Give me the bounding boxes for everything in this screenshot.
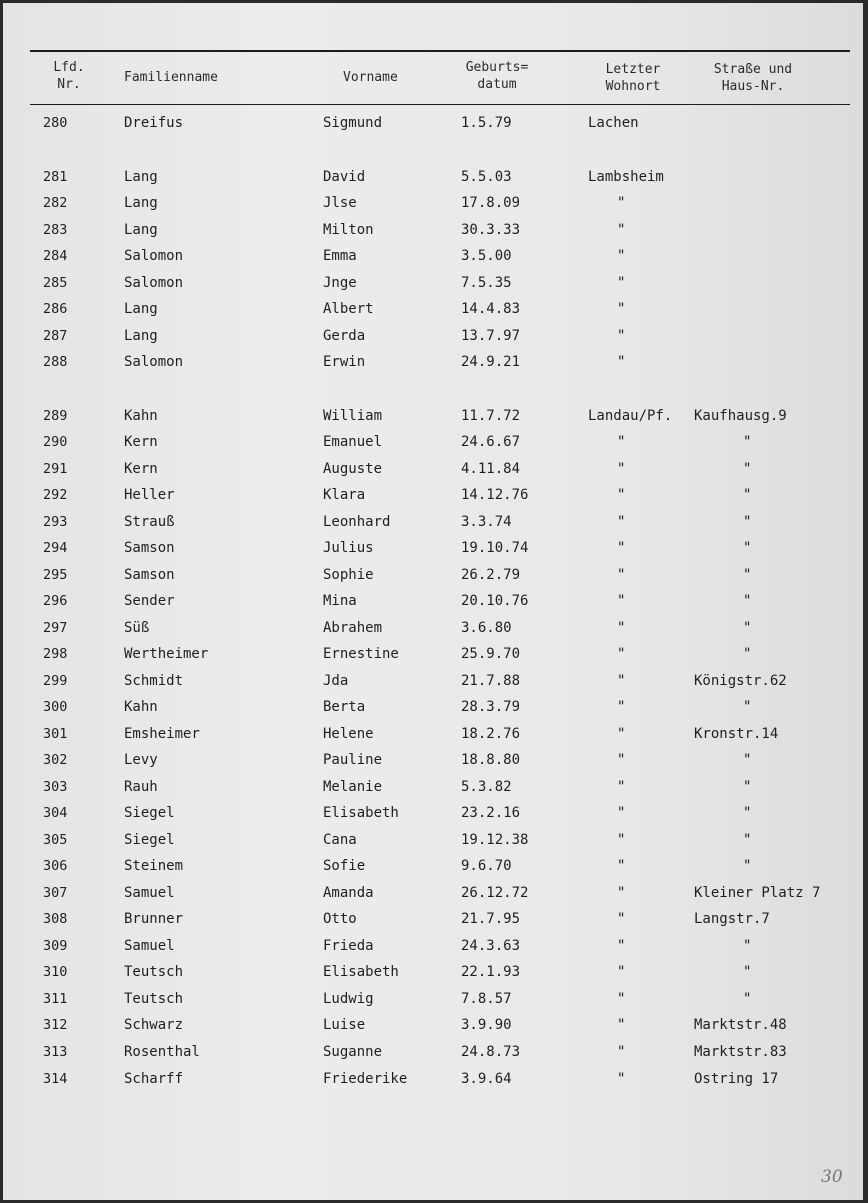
- entry-vorname: Elisabeth: [323, 805, 399, 821]
- entry-strasse: ": [743, 752, 752, 768]
- entry-wohnort: ": [617, 487, 626, 503]
- entry-wohnort: ": [617, 461, 626, 477]
- entry-geburtsdatum: 7.5.35: [461, 275, 512, 291]
- entry-vorname: Frieda: [323, 938, 374, 954]
- entry-strasse: Ostring 17: [694, 1071, 779, 1087]
- entry-geburtsdatum: 24.9.21: [461, 354, 521, 370]
- entry-familienname: Wertheimer: [124, 646, 209, 662]
- entry-geburtsdatum: 25.9.70: [461, 646, 521, 662]
- entry-vorname: Leonhard: [323, 514, 391, 530]
- entry-number: 280: [43, 115, 68, 131]
- entry-geburtsdatum: 3.9.64: [461, 1071, 512, 1087]
- entry-strasse: ": [743, 832, 752, 848]
- entry-strasse: ": [743, 540, 752, 556]
- entry-wohnort: ": [617, 699, 626, 715]
- entry-wohnort: ": [617, 1071, 626, 1087]
- entry-geburtsdatum: 18.2.76: [461, 726, 521, 742]
- entry-wohnort: ": [617, 726, 626, 742]
- entry-vorname: Julius: [323, 540, 374, 556]
- header-strasse-line1: Straße und: [713, 62, 793, 77]
- entry-familienname: Schmidt: [124, 673, 184, 689]
- entry-number: 312: [43, 1017, 68, 1033]
- entry-vorname: Klara: [323, 487, 366, 503]
- entry-number: 305: [43, 832, 68, 848]
- entry-geburtsdatum: 19.10.74: [461, 540, 529, 556]
- entry-number: 298: [43, 646, 68, 662]
- entry-familienname: Siegel: [124, 805, 175, 821]
- entry-strasse: Kleiner Platz 7: [694, 885, 821, 901]
- entry-number: 290: [43, 434, 68, 450]
- entry-vorname: David: [323, 169, 366, 185]
- entry-strasse: Kaufhausg.9: [694, 408, 787, 424]
- entry-vorname: Otto: [323, 911, 357, 927]
- entry-strasse: ": [743, 514, 752, 530]
- entry-wohnort: ": [617, 1044, 626, 1060]
- entry-number: 284: [43, 248, 68, 264]
- entry-geburtsdatum: 9.6.70: [461, 858, 512, 874]
- entry-strasse: ": [743, 964, 752, 980]
- entry-geburtsdatum: 1.5.79: [461, 115, 512, 131]
- entry-familienname: Heller: [124, 487, 175, 503]
- entry-vorname: Mina: [323, 593, 357, 609]
- table-row: [3, 1069, 863, 1089]
- entry-number: 311: [43, 991, 68, 1007]
- entry-wohnort: Lambsheim: [588, 169, 664, 185]
- entry-wohnort: ": [617, 248, 626, 264]
- entry-geburtsdatum: 24.3.63: [461, 938, 521, 954]
- header-geburtsdatum-line2: datum: [477, 77, 517, 92]
- table-row: [3, 750, 863, 770]
- entry-wohnort: ": [617, 1017, 626, 1033]
- entry-strasse: ": [743, 461, 752, 477]
- entry-wohnort: ": [617, 752, 626, 768]
- entry-familienname: Teutsch: [124, 964, 184, 980]
- entry-familienname: Dreifus: [124, 115, 184, 131]
- entry-number: 313: [43, 1044, 68, 1060]
- table-row: [3, 803, 863, 823]
- entry-strasse: ": [743, 779, 752, 795]
- entry-strasse: ": [743, 487, 752, 503]
- entry-familienname: Kern: [124, 434, 158, 450]
- entry-vorname: Sigmund: [323, 115, 383, 131]
- entry-geburtsdatum: 5.5.03: [461, 169, 512, 185]
- entry-geburtsdatum: 24.6.67: [461, 434, 521, 450]
- header-geburtsdatum: [459, 59, 535, 93]
- entry-geburtsdatum: 19.12.38: [461, 832, 529, 848]
- entry-vorname: Sofie: [323, 858, 366, 874]
- entry-familienname: Lang: [124, 195, 158, 211]
- entry-wohnort: ": [617, 646, 626, 662]
- header-lfd-nr-line1: Lfd.: [53, 60, 85, 75]
- entry-number: 289: [43, 408, 68, 424]
- entry-number: 286: [43, 301, 68, 317]
- table-row: [3, 220, 863, 240]
- entry-vorname: Ernestine: [323, 646, 399, 662]
- entry-wohnort: ": [617, 938, 626, 954]
- entry-familienname: Strauß: [124, 514, 175, 530]
- table-row: [3, 989, 863, 1009]
- entry-geburtsdatum: 20.10.76: [461, 593, 529, 609]
- entry-wohnort: Landau/Pf.: [588, 408, 673, 424]
- entry-geburtsdatum: 28.3.79: [461, 699, 521, 715]
- entry-geburtsdatum: 3.6.80: [461, 620, 512, 636]
- entry-wohnort: ": [617, 885, 626, 901]
- entry-vorname: Cana: [323, 832, 357, 848]
- entry-geburtsdatum: 24.8.73: [461, 1044, 521, 1060]
- entry-number: 306: [43, 858, 68, 874]
- entry-familienname: Samson: [124, 540, 175, 556]
- entry-familienname: Steinem: [124, 858, 184, 874]
- page-number: 30: [821, 1167, 843, 1187]
- entry-number: 301: [43, 726, 68, 742]
- entry-geburtsdatum: 11.7.72: [461, 408, 521, 424]
- entry-vorname: Emma: [323, 248, 357, 264]
- entry-number: 293: [43, 514, 68, 530]
- entry-wohnort: ": [617, 593, 626, 609]
- entry-wohnort: ": [617, 540, 626, 556]
- header-geburtsdatum-line1: Geburts=: [465, 60, 529, 75]
- entry-wohnort: ": [617, 911, 626, 927]
- header-strasse: [703, 61, 803, 95]
- entry-wohnort: ": [617, 328, 626, 344]
- entry-vorname: William: [323, 408, 383, 424]
- entry-familienname: Levy: [124, 752, 158, 768]
- entry-strasse: ": [743, 938, 752, 954]
- table-row: [3, 1042, 863, 1062]
- entry-strasse: Kronstr.14: [694, 726, 779, 742]
- entry-wohnort: ": [617, 434, 626, 450]
- entry-vorname: Friederike: [323, 1071, 408, 1087]
- table-row: [3, 830, 863, 850]
- entry-familienname: Süß: [124, 620, 150, 636]
- table-row: [3, 644, 863, 664]
- entry-number: 288: [43, 354, 68, 370]
- entry-wohnort: ": [617, 301, 626, 317]
- entry-vorname: Auguste: [323, 461, 383, 477]
- entry-wohnort: ": [617, 805, 626, 821]
- entry-geburtsdatum: 26.2.79: [461, 567, 521, 583]
- table-row: [3, 246, 863, 266]
- table-row: [3, 697, 863, 717]
- header-wohnort-line1: Letzter: [605, 62, 661, 77]
- entry-geburtsdatum: 23.2.16: [461, 805, 521, 821]
- table-row: [3, 512, 863, 532]
- entry-wohnort: ": [617, 779, 626, 795]
- entry-vorname: Jlse: [323, 195, 357, 211]
- table-row: [3, 724, 863, 744]
- table-row: [3, 591, 863, 611]
- entry-geburtsdatum: 17.8.09: [461, 195, 521, 211]
- entry-strasse: ": [743, 858, 752, 874]
- table-row: [3, 459, 863, 479]
- entry-familienname: Rauh: [124, 779, 158, 795]
- header-vorname: Vorname: [343, 70, 398, 85]
- entry-familienname: Sender: [124, 593, 175, 609]
- entry-familienname: Teutsch: [124, 991, 184, 1007]
- entry-strasse: ": [743, 991, 752, 1007]
- entry-vorname: Helene: [323, 726, 374, 742]
- entry-vorname: Melanie: [323, 779, 383, 795]
- entry-number: 299: [43, 673, 68, 689]
- entry-number: 300: [43, 699, 68, 715]
- entry-familienname: Lang: [124, 328, 158, 344]
- entry-vorname: Albert: [323, 301, 374, 317]
- entry-geburtsdatum: 14.12.76: [461, 487, 529, 503]
- entry-wohnort: ": [617, 964, 626, 980]
- entry-familienname: Schwarz: [124, 1017, 184, 1033]
- entry-familienname: Rosenthal: [124, 1044, 200, 1060]
- entry-number: 297: [43, 620, 68, 636]
- entry-geburtsdatum: 26.12.72: [461, 885, 529, 901]
- table-row: [3, 671, 863, 691]
- table-row: [3, 883, 863, 903]
- entry-geburtsdatum: 5.3.82: [461, 779, 512, 795]
- entry-strasse: ": [743, 434, 752, 450]
- entry-familienname: Salomon: [124, 248, 184, 264]
- entry-vorname: Pauline: [323, 752, 383, 768]
- entry-number: 314: [43, 1071, 68, 1087]
- entry-strasse: Königstr.62: [694, 673, 787, 689]
- table-row: [3, 936, 863, 956]
- table-row: [3, 113, 863, 133]
- entry-wohnort: ": [617, 195, 626, 211]
- entry-geburtsdatum: 13.7.97: [461, 328, 521, 344]
- entry-geburtsdatum: 30.3.33: [461, 222, 521, 238]
- entry-vorname: Suganne: [323, 1044, 383, 1060]
- entry-strasse: ": [743, 699, 752, 715]
- entry-familienname: Brunner: [124, 911, 184, 927]
- entry-strasse: ": [743, 646, 752, 662]
- table-row: [3, 962, 863, 982]
- header-familienname: Familienname: [124, 70, 218, 85]
- entry-strasse: ": [743, 620, 752, 636]
- entry-number: 307: [43, 885, 68, 901]
- table-row: [3, 1015, 863, 1035]
- entry-number: 291: [43, 461, 68, 477]
- entry-geburtsdatum: 22.1.93: [461, 964, 521, 980]
- entry-strasse: ": [743, 567, 752, 583]
- header-wohnort-line2: Wohnort: [605, 79, 661, 94]
- table-row: [3, 909, 863, 929]
- table-row: [3, 406, 863, 426]
- entry-wohnort: ": [617, 991, 626, 1007]
- entry-familienname: Salomon: [124, 275, 184, 291]
- entry-vorname: Elisabeth: [323, 964, 399, 980]
- entry-geburtsdatum: 3.9.90: [461, 1017, 512, 1033]
- entry-number: 281: [43, 169, 68, 185]
- entry-familienname: Kern: [124, 461, 158, 477]
- entry-familienname: Samuel: [124, 938, 175, 954]
- entry-familienname: Salomon: [124, 354, 184, 370]
- header-top-rule: [30, 50, 850, 52]
- entry-vorname: Luise: [323, 1017, 366, 1033]
- entry-vorname: Milton: [323, 222, 374, 238]
- entry-vorname: Amanda: [323, 885, 374, 901]
- entry-strasse: Marktstr.48: [694, 1017, 787, 1033]
- entry-wohnort: ": [617, 673, 626, 689]
- entry-familienname: Samson: [124, 567, 175, 583]
- table-row: [3, 273, 863, 293]
- table-row: [3, 167, 863, 187]
- entry-familienname: Samuel: [124, 885, 175, 901]
- entry-vorname: Erwin: [323, 354, 366, 370]
- header-strasse-line2: Haus-Nr.: [721, 79, 785, 94]
- table-row: [3, 618, 863, 638]
- entry-number: 282: [43, 195, 68, 211]
- entry-familienname: Kahn: [124, 408, 158, 424]
- entry-number: 302: [43, 752, 68, 768]
- table-row: [3, 777, 863, 797]
- entry-familienname: Lang: [124, 169, 158, 185]
- entry-geburtsdatum: 21.7.95: [461, 911, 521, 927]
- entry-number: 294: [43, 540, 68, 556]
- entry-wohnort: ": [617, 832, 626, 848]
- entry-vorname: Jnge: [323, 275, 357, 291]
- table-row: [3, 565, 863, 585]
- entry-strasse: Langstr.7: [694, 911, 770, 927]
- entry-number: 310: [43, 964, 68, 980]
- table-row: [3, 856, 863, 876]
- entry-number: 295: [43, 567, 68, 583]
- entry-vorname: Ludwig: [323, 991, 374, 1007]
- entry-wohnort: ": [617, 514, 626, 530]
- entry-number: 283: [43, 222, 68, 238]
- table-row: [3, 538, 863, 558]
- entry-number: 296: [43, 593, 68, 609]
- entry-familienname: Emsheimer: [124, 726, 200, 742]
- entry-familienname: Scharff: [124, 1071, 184, 1087]
- entry-vorname: Gerda: [323, 328, 366, 344]
- entry-wohnort: ": [617, 222, 626, 238]
- table-row: [3, 485, 863, 505]
- entry-number: 309: [43, 938, 68, 954]
- entry-strasse: ": [743, 593, 752, 609]
- table-row: [3, 352, 863, 372]
- table-row: [3, 326, 863, 346]
- entry-geburtsdatum: 18.8.80: [461, 752, 521, 768]
- entry-geburtsdatum: 21.7.88: [461, 673, 521, 689]
- entry-geburtsdatum: 7.8.57: [461, 991, 512, 1007]
- entry-geburtsdatum: 14.4.83: [461, 301, 521, 317]
- entry-number: 304: [43, 805, 68, 821]
- table-row: [3, 299, 863, 319]
- table-row: [3, 193, 863, 213]
- header-bottom-rule: [30, 104, 850, 105]
- entry-familienname: Siegel: [124, 832, 175, 848]
- table-row: [3, 432, 863, 452]
- entry-familienname: Lang: [124, 301, 158, 317]
- entry-vorname: Sophie: [323, 567, 374, 583]
- entry-wohnort: ": [617, 567, 626, 583]
- entry-familienname: Lang: [124, 222, 158, 238]
- entry-geburtsdatum: 3.5.00: [461, 248, 512, 264]
- header-lfd-nr: [47, 59, 91, 93]
- entry-number: 308: [43, 911, 68, 927]
- entry-strasse: Marktstr.83: [694, 1044, 787, 1060]
- entry-number: 287: [43, 328, 68, 344]
- entry-vorname: Abrahem: [323, 620, 383, 636]
- entry-vorname: Jda: [323, 673, 349, 689]
- header-lfd-nr-line2: Nr.: [57, 77, 81, 92]
- entry-wohnort: ": [617, 275, 626, 291]
- entry-wohnort: ": [617, 858, 626, 874]
- entry-vorname: Berta: [323, 699, 366, 715]
- entry-number: 303: [43, 779, 68, 795]
- entry-wohnort: ": [617, 354, 626, 370]
- entry-geburtsdatum: 4.11.84: [461, 461, 521, 477]
- entry-number: 285: [43, 275, 68, 291]
- entry-strasse: ": [743, 805, 752, 821]
- document-page: [3, 3, 863, 1200]
- entry-wohnort: Lachen: [588, 115, 639, 131]
- entry-vorname: Emanuel: [323, 434, 383, 450]
- entry-familienname: Kahn: [124, 699, 158, 715]
- entry-number: 292: [43, 487, 68, 503]
- entry-wohnort: ": [617, 620, 626, 636]
- entry-geburtsdatum: 3.3.74: [461, 514, 512, 530]
- header-letzter-wohnort: [595, 61, 671, 95]
